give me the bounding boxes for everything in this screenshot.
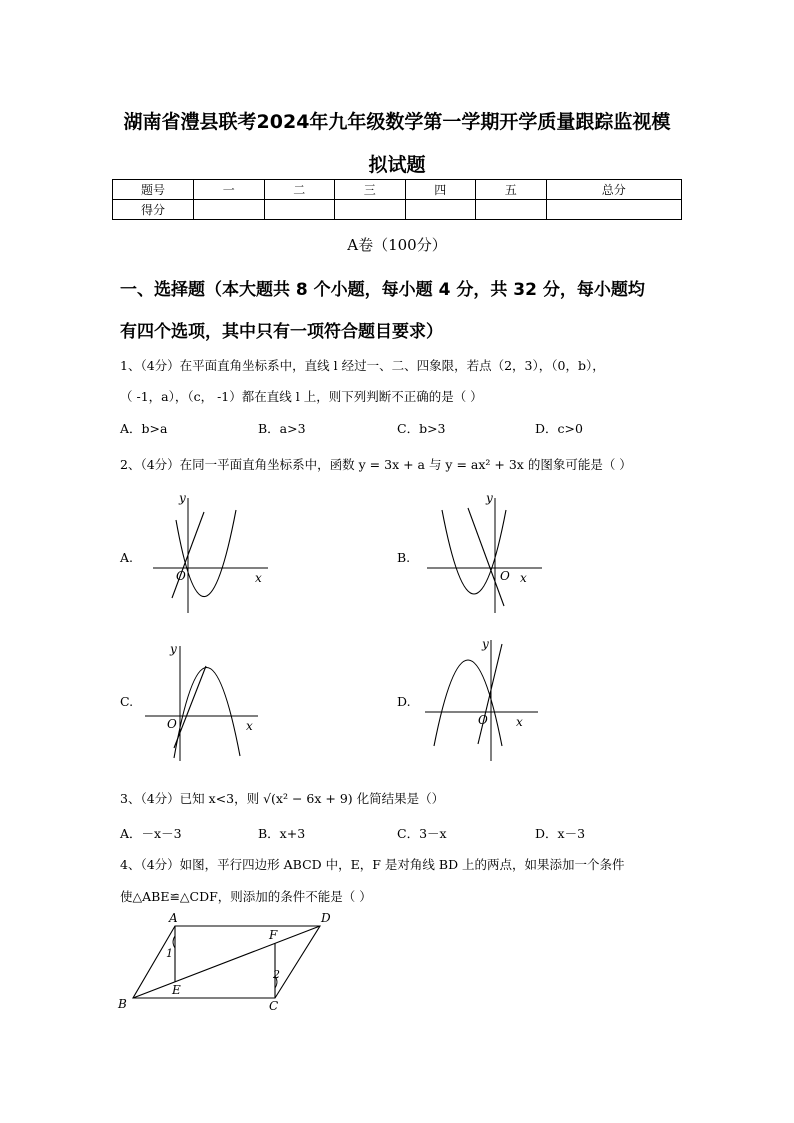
line	[468, 508, 504, 606]
question-3-option-b: B．x+3	[258, 826, 306, 841]
question-1-line2: （ -1，a），（c， -1）都在直线 l 上，则下列判断不正确的是（ ）	[120, 389, 483, 404]
line	[174, 666, 206, 748]
axis-label-x: x	[516, 715, 523, 729]
page-title-line2: 拟试题	[368, 154, 426, 176]
score-cell: 总分	[546, 180, 682, 200]
point-label-e: E	[172, 983, 181, 997]
question-1-option-d: D．c>0	[535, 421, 583, 436]
score-input-cell[interactable]	[264, 200, 335, 220]
score-cell: 一	[194, 180, 265, 200]
question-1-option-a: A．b>a	[120, 421, 168, 436]
axis-label-y: y	[482, 637, 489, 651]
score-cell: 三	[335, 180, 406, 200]
axis-label-x: x	[255, 571, 262, 585]
graph-c-label: C.	[120, 694, 134, 709]
question-3-option-d: D．x－3	[535, 826, 586, 841]
score-input-cell[interactable]	[405, 200, 476, 220]
question-3-option-a: A．－x－3	[120, 826, 182, 841]
parabola	[176, 510, 236, 597]
origin-label: O	[176, 569, 186, 583]
score-cell: 二	[264, 180, 335, 200]
axis-label-y: y	[179, 491, 186, 505]
graph-a-label: A.	[120, 550, 134, 565]
score-table-score-row	[113, 200, 682, 220]
graph-d	[420, 636, 545, 766]
parallelogram-figure	[115, 908, 340, 1016]
score-cell: 五	[476, 180, 547, 200]
question-1-option-b: B．a>3	[258, 421, 306, 436]
volume-heading: A卷（100分）	[347, 236, 447, 254]
score-cell: 四	[405, 180, 476, 200]
graph-b-label: B.	[397, 550, 411, 565]
diagonal-bd	[133, 926, 320, 998]
score-input-cell[interactable]	[546, 200, 682, 220]
axis-label-x: x	[246, 719, 253, 733]
question-4-line2: 使△ABE≌△CDF，则添加的条件不能是（ ）	[120, 889, 372, 904]
question-2-text: 2、（4分）在同一平面直角坐标系中，函数 y = 3x + a 与 y = ax² + 3x 的图象可能是（ ）	[120, 457, 632, 472]
section-heading-line2: 有四个选项，其中只有一项符合题目要求）	[120, 322, 443, 342]
origin-label: O	[167, 717, 177, 731]
parabola	[174, 667, 240, 758]
question-1-option-c: C．b>3	[397, 421, 446, 436]
parabola	[434, 660, 502, 746]
axis-label-y: y	[170, 642, 177, 656]
section-heading-line1: 一、选择题（本大题共 8 个小题，每小题 4 分，共 32 分，每小题均	[120, 280, 645, 300]
score-cell: 题号	[113, 180, 194, 200]
question-3-text: 3、（4分）已知 x<3，则 √(x² − 6x + 9) 化简结果是（）	[120, 791, 445, 806]
axis-label-y: y	[486, 491, 493, 505]
parabola	[442, 510, 506, 594]
score-input-cell[interactable]	[476, 200, 547, 220]
graph-d-label: D.	[397, 694, 411, 709]
angle-label-2: 2	[273, 968, 280, 981]
graph-c	[140, 636, 265, 766]
graph-b	[422, 488, 547, 618]
question-4-line1: 4、（4分）如图，平行四边形 ABCD 中，E，F 是对角线 BD 上的两点，如果添加一个条件	[120, 857, 625, 872]
vertex-label-a: A	[169, 911, 178, 925]
score-table	[112, 179, 682, 220]
page-title-line1: 湖南省澧县联考2024年九年级数学第一学期开学质量跟踪监视模	[123, 111, 671, 133]
vertex-label-c: C	[269, 999, 279, 1013]
score-input-cell[interactable]	[194, 200, 265, 220]
question-3-option-c: C．3－x	[397, 826, 447, 841]
origin-label: O	[500, 569, 510, 583]
vertex-label-d: D	[321, 911, 331, 925]
graph-a	[148, 488, 273, 618]
score-input-cell[interactable]	[335, 200, 406, 220]
question-1-line1: 1、（4分）在平面直角坐标系中，直线 l 经过一、二、四象限，若点（2，3），（0，b），	[120, 358, 605, 373]
origin-label: O	[478, 713, 488, 727]
angle-label-1: 1	[166, 947, 173, 960]
point-label-f: F	[269, 928, 278, 942]
axis-label-x: x	[520, 571, 527, 585]
score-row-label: 得分	[113, 200, 194, 220]
score-table-header-row	[113, 180, 682, 200]
vertex-label-b: B	[118, 997, 127, 1011]
